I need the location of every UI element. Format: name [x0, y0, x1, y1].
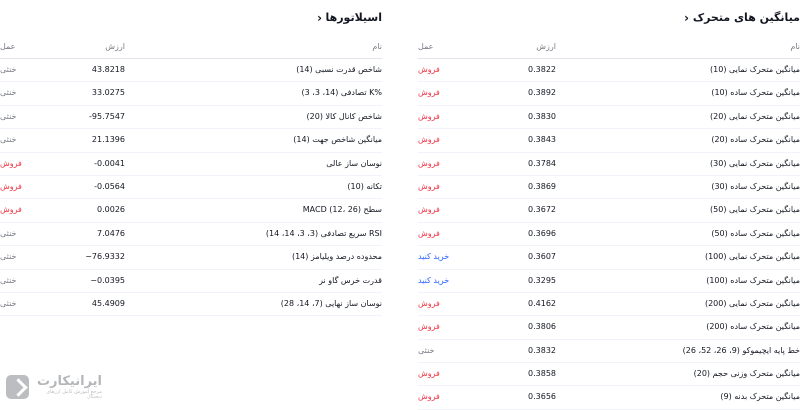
indicator-name: نوسان ساز عالی	[326, 158, 382, 168]
action-column-header: عمل	[418, 42, 434, 51]
indicator-name: میانگین متحرک ساده (50)	[711, 228, 800, 238]
action-signal: فروش	[418, 111, 440, 121]
table-row	[418, 340, 800, 363]
table-row	[0, 176, 382, 199]
indicator-value: 0.3784	[528, 158, 556, 168]
watermark-text	[33, 375, 102, 400]
table-row	[418, 129, 800, 152]
name-column-header: نام	[790, 42, 800, 51]
indicator-name: میانگین متحرک ساده (10)	[711, 88, 800, 98]
indicator-name: نوسان ساز نهایی (7، 14، 28)	[280, 298, 382, 308]
table-row	[418, 246, 800, 269]
table-row	[0, 106, 382, 129]
table-row	[0, 270, 382, 293]
indicator-value: 0.0026	[97, 205, 125, 215]
action-signal: خنثی	[0, 228, 17, 238]
action-signal: فروش	[418, 181, 440, 191]
indicator-name: میانگین متحرک ساده (30)	[711, 181, 800, 191]
indicator-name: میانگین متحرک وزنی حجم (20)	[693, 369, 800, 379]
action-signal: فروش	[418, 392, 440, 402]
indicator-value: 0.3832	[528, 345, 556, 355]
indicator-name: میانگین شاخص جهت (14)	[293, 135, 382, 145]
indicator-value: 0.3892	[528, 88, 556, 98]
oscillators-rows	[0, 59, 382, 316]
action-signal: فروش	[418, 298, 440, 308]
indicator-name: محدوده درصد ویلیامز (14)	[291, 252, 382, 262]
indicator-value: 0.4162	[528, 298, 556, 308]
indicator-name: میانگین متحرک نمایی (100)	[704, 252, 800, 262]
oscillators-panel	[0, 0, 382, 403]
action-signal: خنثی	[0, 275, 17, 285]
indicator-name: میانگین متحرک نمایی (10)	[710, 65, 800, 74]
action-column-header: عمل	[0, 42, 16, 51]
moving-averages-title-link[interactable]	[418, 0, 800, 36]
oscillators-title-link[interactable]	[0, 0, 382, 36]
action-signal: فروش	[418, 135, 440, 145]
iranicard-watermark	[6, 372, 102, 402]
indicator-value: 0.3858	[528, 369, 556, 379]
indicator-value: 0.3672	[528, 205, 556, 215]
indicator-name: میانگین متحرک نمایی (20)	[710, 111, 800, 121]
action-signal: فروش	[418, 88, 440, 98]
action-signal: فروش	[0, 181, 22, 191]
action-signal: خنثی	[0, 252, 17, 262]
chevron-left-icon: ›	[683, 11, 689, 25]
indicator-value: 0.3295	[528, 275, 556, 285]
indicator-value: −0.0395	[90, 275, 125, 285]
indicator-value: 33.0275	[91, 88, 125, 98]
table-row	[0, 199, 382, 222]
action-signal: خنثی	[0, 298, 17, 308]
action-signal: خنثی	[0, 65, 17, 74]
table-row	[418, 293, 800, 316]
indicator-name: %K تصادفی (14، 3، 3)	[301, 88, 382, 98]
indicator-value: 0.3607	[528, 252, 556, 262]
indicator-value: 45.4909	[91, 298, 125, 308]
table-row	[418, 176, 800, 199]
table-row	[418, 363, 800, 386]
indicator-name: شاخص کانال کالا (20)	[306, 111, 382, 121]
indicator-value: 0.3806	[528, 322, 556, 332]
indicator-name: تکانه (10)	[347, 181, 382, 191]
name-column-header: نام	[372, 42, 382, 51]
moving-averages-panel	[418, 0, 800, 403]
indicator-name: میانگین متحرک نمایی (30)	[710, 158, 800, 168]
indicator-name: میانگین متحرک نمایی (50)	[710, 205, 800, 215]
indicator-value: 0.3822	[528, 65, 556, 74]
table-row	[418, 223, 800, 246]
indicator-value: 0.3656	[528, 392, 556, 402]
table-row	[0, 293, 382, 316]
indicator-value: −76.9332	[85, 252, 125, 262]
action-signal: فروش	[418, 369, 440, 379]
indicator-value: 21.1396	[91, 135, 125, 145]
action-signal: خنثی	[0, 88, 17, 98]
indicator-value: 43.8218	[91, 65, 125, 74]
table-row	[418, 153, 800, 176]
moving-averages-header	[418, 36, 800, 59]
action-signal: فروش	[418, 322, 440, 332]
watermark-subtitle: مرجع آموزش کامل ارزهای دیجیتال	[46, 388, 102, 400]
oscillators-header	[0, 36, 382, 59]
action-signal: فروش	[418, 158, 440, 168]
table-row	[0, 59, 382, 82]
table-row	[0, 82, 382, 105]
indicator-value: -0.0564	[94, 181, 125, 191]
table-row	[418, 386, 800, 409]
action-signal: فروش	[418, 205, 440, 215]
table-row	[418, 199, 800, 222]
indicator-value: 0.3843	[528, 135, 556, 145]
indicator-name: میانگین متحرک ساده (100)	[706, 275, 800, 285]
indicator-name: میانگین متحرک بدنه (9)	[720, 392, 800, 402]
value-column-header: ارزش	[536, 42, 556, 51]
indicator-name: سطح MACD (12، 26)	[302, 205, 382, 215]
indicator-name: شاخص قدرت نسبی (14)	[296, 65, 382, 74]
indicator-value: 0.3869	[528, 181, 556, 191]
table-row	[0, 223, 382, 246]
value-column-header: ارزش	[105, 42, 125, 51]
action-signal: خرید کنید	[418, 252, 450, 262]
moving-averages-title: میانگین های متحرک	[692, 11, 800, 24]
indicator-name: قدرت خرس گاو نر	[319, 275, 382, 285]
table-row	[418, 316, 800, 339]
table-row	[418, 270, 800, 293]
action-signal: فروش	[418, 228, 440, 238]
oscillators-title: اسیلاتورها	[325, 11, 382, 24]
action-signal: خنثی	[0, 135, 17, 145]
chevron-left-icon: ›	[316, 11, 322, 25]
action-signal: فروش	[0, 158, 22, 168]
action-signal: خرید کنید	[418, 275, 450, 285]
action-signal: خنثی	[418, 345, 435, 355]
table-row	[418, 82, 800, 105]
indicator-name: RSI سریع تصادفی (3، 3، 14، 14)	[265, 228, 382, 238]
action-signal: فروش	[418, 65, 440, 74]
indicator-name: میانگین متحرک ساده (200)	[706, 322, 800, 332]
iranicard-logo-icon	[6, 375, 29, 399]
table-row	[0, 129, 382, 152]
action-signal: خنثی	[0, 111, 17, 121]
indicator-value: 0.3696	[528, 228, 556, 238]
indicator-name: میانگین متحرک نمایی (200)	[704, 298, 800, 308]
moving-averages-rows	[418, 59, 800, 410]
action-signal: فروش	[0, 205, 22, 215]
table-row	[0, 153, 382, 176]
watermark-name: ایرانیکارت	[36, 373, 102, 389]
indicator-value: -95.7547	[89, 111, 125, 121]
indicator-value: 7.0476	[97, 228, 125, 238]
indicator-name: میانگین متحرک ساده (20)	[711, 135, 800, 145]
indicator-value: -0.0041	[94, 158, 125, 168]
indicator-value: 0.3830	[528, 111, 556, 121]
table-row	[418, 59, 800, 82]
table-row	[0, 246, 382, 269]
table-row	[418, 106, 800, 129]
indicator-name: خط پایه ایچیموکو (9، 26، 52، 26)	[682, 345, 800, 355]
